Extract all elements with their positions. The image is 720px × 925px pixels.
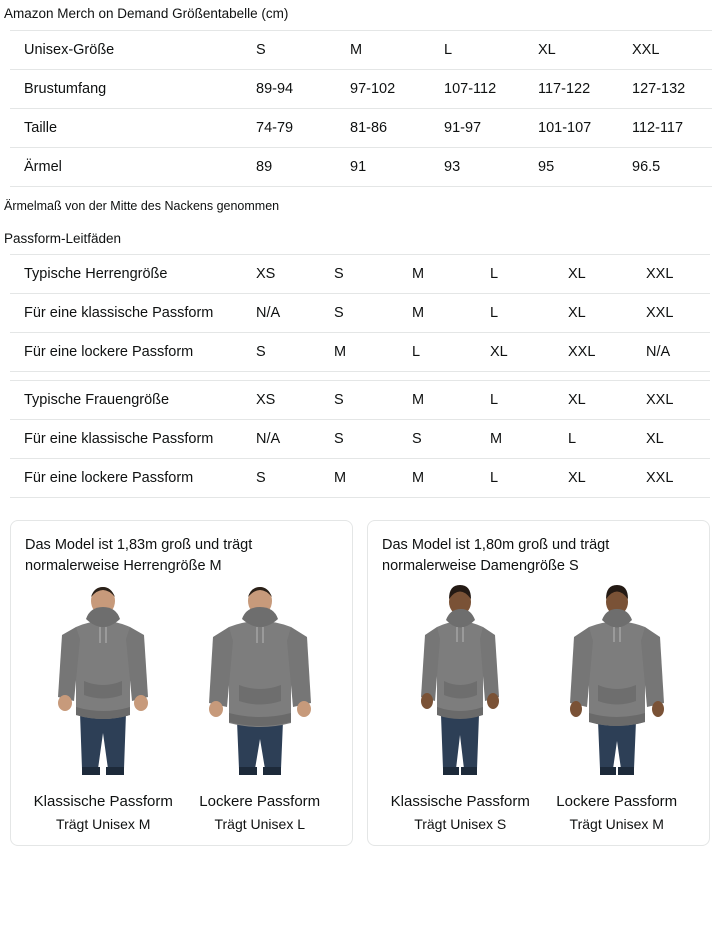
cell: XS [242,255,320,294]
cell: M [320,459,398,498]
cell: L [476,381,554,420]
cell: L [476,294,554,333]
cell: M [476,420,554,459]
cell: XL [524,31,618,70]
cell: S [242,333,320,372]
cell: 112-117 [618,109,712,148]
male-classic-fit-illustration [28,583,178,781]
cell: XXL [554,333,632,372]
row-label: Für eine klassische Passform [10,420,242,459]
table-row [10,333,710,372]
card-footer [382,791,695,835]
cell: M [398,294,476,333]
cell: XS [242,381,320,420]
classic-fit-caption [25,791,182,835]
row-label: Für eine klassische Passform [10,294,242,333]
cell: M [336,31,430,70]
sleeve-measurement-note: Ärmelmaß von der Mitte des Nackens genommen [4,199,280,213]
cell: 96.5 [618,148,712,187]
table-row [10,381,710,420]
cell: XL [554,459,632,498]
fit-size: Trägt Unisex L [214,816,305,832]
model-illustrations [382,583,695,781]
cell: 89 [242,148,336,187]
row-label: Taille [10,109,242,148]
cell: N/A [242,420,320,459]
cell: M [398,381,476,420]
page-title: Amazon Merch on Demand Größentabelle (cm) [4,6,289,21]
cell: XXL [618,31,712,70]
cell: M [398,255,476,294]
fit-name: Klassische Passform [390,793,530,810]
female-classic-fit-illustration [385,583,535,781]
cell: 93 [430,148,524,187]
cell: XXL [632,294,710,333]
cell: N/A [632,333,710,372]
card-heading: Das Model ist 1,80m groß und trägt normalerweise Damengröße S [382,537,610,574]
row-label: Typische Herrengröße [10,255,242,294]
table-row [10,148,712,187]
womens-model-card [367,520,710,846]
cell: M [320,333,398,372]
cell: 127-132 [618,70,712,109]
male-classic-fit-svg [28,583,178,781]
male-loose-fit-illustration [185,583,335,781]
cell: 117-122 [524,70,618,109]
female-loose-fit-svg [542,583,692,781]
cell: 91 [336,148,430,187]
cell: 81-86 [336,109,430,148]
row-label: Für eine lockere Passform [10,459,242,498]
cell: XXL [632,459,710,498]
loose-fit-caption [539,791,696,835]
model-illustrations [25,583,338,781]
cell: XXL [632,255,710,294]
mens-model-card [10,520,353,846]
row-label: Brustumfang [10,70,242,109]
table-row [10,420,710,459]
cell: XL [554,255,632,294]
female-classic-fit-svg [385,583,535,781]
cell: S [320,255,398,294]
cell: 97-102 [336,70,430,109]
fit-size: Trägt Unisex M [56,816,151,832]
fit-name: Lockere Passform [199,793,321,810]
card-footer [25,791,338,835]
fit-size: Trägt Unisex S [414,816,507,832]
table-row [10,31,712,70]
table-row [10,70,712,109]
row-label: Unisex-Größe [10,31,242,70]
female-loose-fit-illustration [542,583,692,781]
cell: 91-97 [430,109,524,148]
size-table [10,30,712,187]
cell: S [242,31,336,70]
cell: XL [476,333,554,372]
fit-size: Trägt Unisex M [569,816,664,832]
loose-fit-caption [182,791,339,835]
classic-fit-caption [382,791,539,835]
row-label: Ärmel [10,148,242,187]
cell: S [242,459,320,498]
table-row [10,109,712,148]
cell: L [554,420,632,459]
table-row [10,459,710,498]
fit-guides-heading: Passform-Leitfäden [4,231,122,246]
cell: XXL [632,381,710,420]
cell: L [430,31,524,70]
card-heading: Das Model ist 1,83m groß und trägt normalerweise Herrengröße M [25,537,253,574]
cell: XL [554,294,632,333]
womens-fit-table [10,380,710,498]
cell: 74-79 [242,109,336,148]
model-cards [10,520,710,846]
cell: 95 [524,148,618,187]
cell: M [398,459,476,498]
cell: S [398,420,476,459]
cell: 107-112 [430,70,524,109]
table-row [10,294,710,333]
cell: 101-107 [524,109,618,148]
table-row [10,255,710,294]
cell: L [398,333,476,372]
cell: N/A [242,294,320,333]
fit-name: Klassische Passform [33,793,173,810]
cell: L [476,255,554,294]
cell: S [320,420,398,459]
cell: L [476,459,554,498]
mens-fit-table [10,254,710,372]
fit-name: Lockere Passform [556,793,678,810]
male-loose-fit-svg [185,583,335,781]
cell: XL [632,420,710,459]
cell: XL [554,381,632,420]
row-label: Typische Frauengröße [10,381,242,420]
cell: 89-94 [242,70,336,109]
row-label: Für eine lockere Passform [10,333,242,372]
cell: S [320,294,398,333]
cell: S [320,381,398,420]
